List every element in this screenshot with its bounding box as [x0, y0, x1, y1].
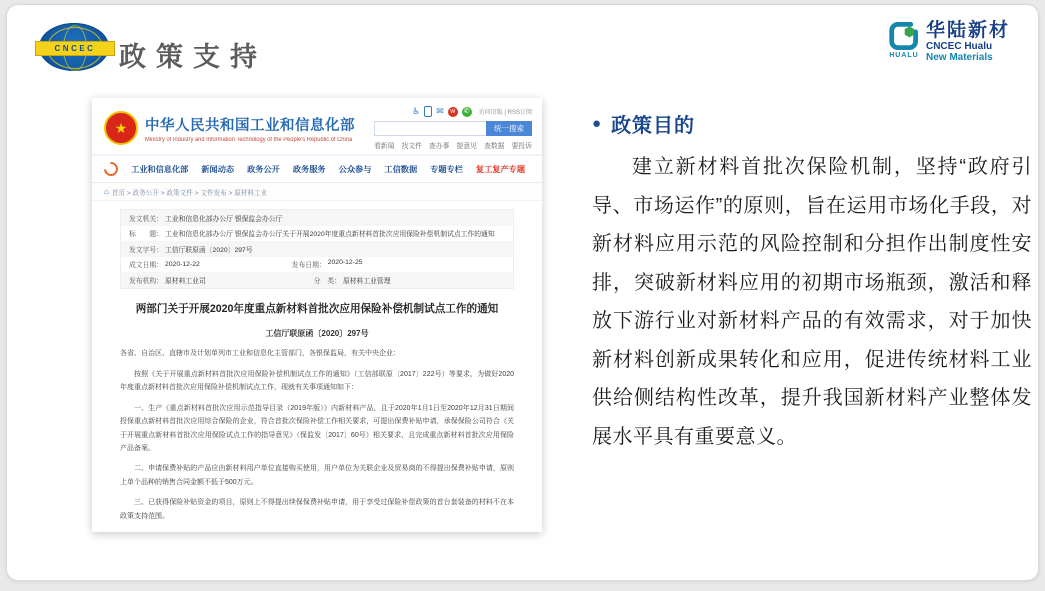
cncec-logo-text: CNCEC — [35, 41, 115, 56]
meta-label: 标 题： — [129, 231, 163, 239]
hualu-name-cn: 华陆新材 — [925, 20, 1010, 41]
document-body — [120, 347, 514, 523]
page-title: 政策支持 — [119, 42, 267, 72]
quick-links — [374, 140, 532, 150]
national-emblem-icon: ★ — [104, 111, 138, 145]
meta-value: 工信厅联原函〔2020〕297号 — [164, 246, 253, 254]
breadcrumb-trail: 首页 > 政务公开 > 政策文件 > 文件发布 > 原材料工业 — [111, 189, 268, 197]
home-icon: ⌂ — [104, 187, 109, 196]
ministry-name-cn: 中华人民共和国工业和信息化部 — [145, 117, 355, 134]
cncec-logo — [37, 21, 111, 73]
nav-item-miit[interactable]: 工业和信息化部 — [131, 164, 189, 174]
nav-item-news[interactable]: 新闻动态 — [201, 164, 235, 174]
nav-item-gov-service[interactable]: 政务服务 — [292, 164, 326, 174]
nav-item-public[interactable]: 公众参与 — [338, 164, 372, 174]
doc-paragraph: 一、生产《重点新材料首批次应用示范指导目录（2019年版）》内新材料产品，且于2020年1月1日至2020年12月31日期间投保重点新材料首批次应用综合保险的企业，符合首批次保险补偿工作相关要求，可提出保费补贴申请，承保保险公司符合《关于开展重点新材料首批次应用保险试点工作的指导意见》（保监发〔2017〕60号）相关要求，且完成重点新材料首批次应用保险产品备案。 — [120, 404, 514, 453]
meta-value: 2020-12-22 — [164, 260, 200, 268]
quick-link[interactable]: 查数据 — [484, 143, 505, 150]
site-header — [92, 98, 542, 154]
hualu-wordmark: HUALU — [889, 52, 919, 59]
quick-link[interactable]: 要投诉 — [511, 143, 532, 150]
document-title: 两部门关于开展2020年度重点新材料首批次应用保险补偿机制试点工作的通知 — [135, 302, 499, 315]
table-row — [121, 210, 513, 226]
gov-portal-icon — [101, 159, 121, 179]
table-row — [121, 226, 513, 242]
meta-label: 发布机构： — [129, 277, 163, 285]
document-meta-table — [120, 209, 514, 289]
meta-value: 工业和信息化部办公厅 银保监会办公厅关于开展2020年度重点新材料首批次应用保险补偿机制试点工作的通知 — [164, 231, 495, 239]
site-top-links[interactable]: 访问旧版 | RSS订阅 — [478, 110, 532, 116]
search-button[interactable]: 统一搜索 — [486, 121, 532, 136]
wechat-icon[interactable]: ✆ — [462, 107, 472, 117]
meta-value: 原材料工业管理 — [342, 277, 391, 285]
document-number: 工信厅联原函〔2020〕297号 — [265, 329, 369, 339]
bullet-icon: ● — [592, 115, 602, 132]
accessibility-icon[interactable]: ♿ — [412, 106, 421, 116]
search-input[interactable] — [374, 121, 486, 136]
meta-label: 成文日期： — [129, 262, 163, 270]
section-heading: 政策目的 — [611, 115, 696, 137]
nav-item-gov-open[interactable]: 政务公开 — [247, 164, 280, 174]
meta-value: 2020-12-25 — [327, 259, 363, 267]
site-nav — [92, 154, 542, 183]
nav-item-data[interactable]: 工信数据 — [384, 164, 418, 174]
meta-label: 发文字号： — [129, 246, 163, 254]
quick-link[interactable]: 找文件 — [401, 143, 422, 150]
meta-label: 发文机关： — [129, 215, 163, 223]
doc-paragraph: 二、申请保费补贴的产品应由新材料用户单位直接购买使用，用户单位为关联企业及贸易商的不得提出保费补贴申请，原则上单个品种的销售合同金额不低于500万元。 — [120, 465, 514, 486]
hualu-logo — [889, 21, 1010, 64]
quick-link[interactable]: 查办事 — [429, 143, 450, 150]
mail-icon[interactable]: ✉ — [436, 106, 444, 116]
hualu-name-en2: New Materials — [925, 52, 993, 64]
meta-value: 原材料工业司 — [164, 277, 206, 285]
meta-label: 分 类： — [313, 277, 341, 285]
mobile-icon[interactable] — [424, 106, 432, 117]
meta-value: 工业和信息化部办公厅 银保监会办公厅 — [164, 215, 283, 223]
nav-item-resume-work[interactable]: 复工复产专题 — [475, 164, 526, 174]
table-row — [121, 272, 513, 288]
table-row — [121, 241, 513, 257]
hualu-name-en1: CNCEC Hualu — [925, 40, 993, 52]
hualu-mark-icon — [889, 21, 919, 51]
breadcrumb[interactable] — [92, 183, 542, 201]
doc-paragraph: 各省、自治区、直辖市及计划单列市工业和信息化主管部门，各银保监局，有关中央企业： — [120, 350, 400, 358]
weibo-icon[interactable]: w — [448, 107, 458, 117]
slide-canvas — [6, 4, 1039, 581]
quick-link[interactable]: 看新闻 — [374, 143, 395, 150]
nav-item-special[interactable]: 专题专栏 — [430, 164, 463, 174]
meta-label: 发布日期： — [291, 262, 326, 270]
doc-paragraph: 三、已获得保险补贴资金的项目，原则上不得提出续保保费补贴申请，用于享受过保险补偿政策的首台套装备的材料不在本政策支持范围。 — [120, 499, 514, 520]
section-body-text: 建立新材料首批次保险机制，坚持“政府引导、市场运作”的原则，旨在运用市场化手段，对新材料应用示范的风险控制和分担作出制度性安排，突破新材料应用的初期市场瓶颈，激活和释放下游行业对新材料产品的有效需求，对于加快新材料创新成果转化和应用，促进传统材料工业供给侧结构性改革，提升我国新材料产业整体发展水平具有重要意义。 — [592, 156, 1032, 448]
document-area — [92, 201, 542, 523]
ministry-name-en: Ministry of Industry and Information Technology of the People's Republic of China — [145, 136, 353, 143]
policy-purpose-section — [592, 109, 1032, 456]
doc-paragraph: 按照《关于开展重点新材料首批次应用保险补偿机制试点工作的通知》（工信部联原〔2017〕222号）等要求，为做好2020年度重点新材料首批次应用保险补偿机制试点工作，现就有关事项通知如下： — [120, 370, 514, 392]
table-row — [121, 257, 513, 273]
miit-website-screenshot — [92, 98, 542, 532]
quick-link[interactable]: 提意见 — [456, 143, 477, 150]
